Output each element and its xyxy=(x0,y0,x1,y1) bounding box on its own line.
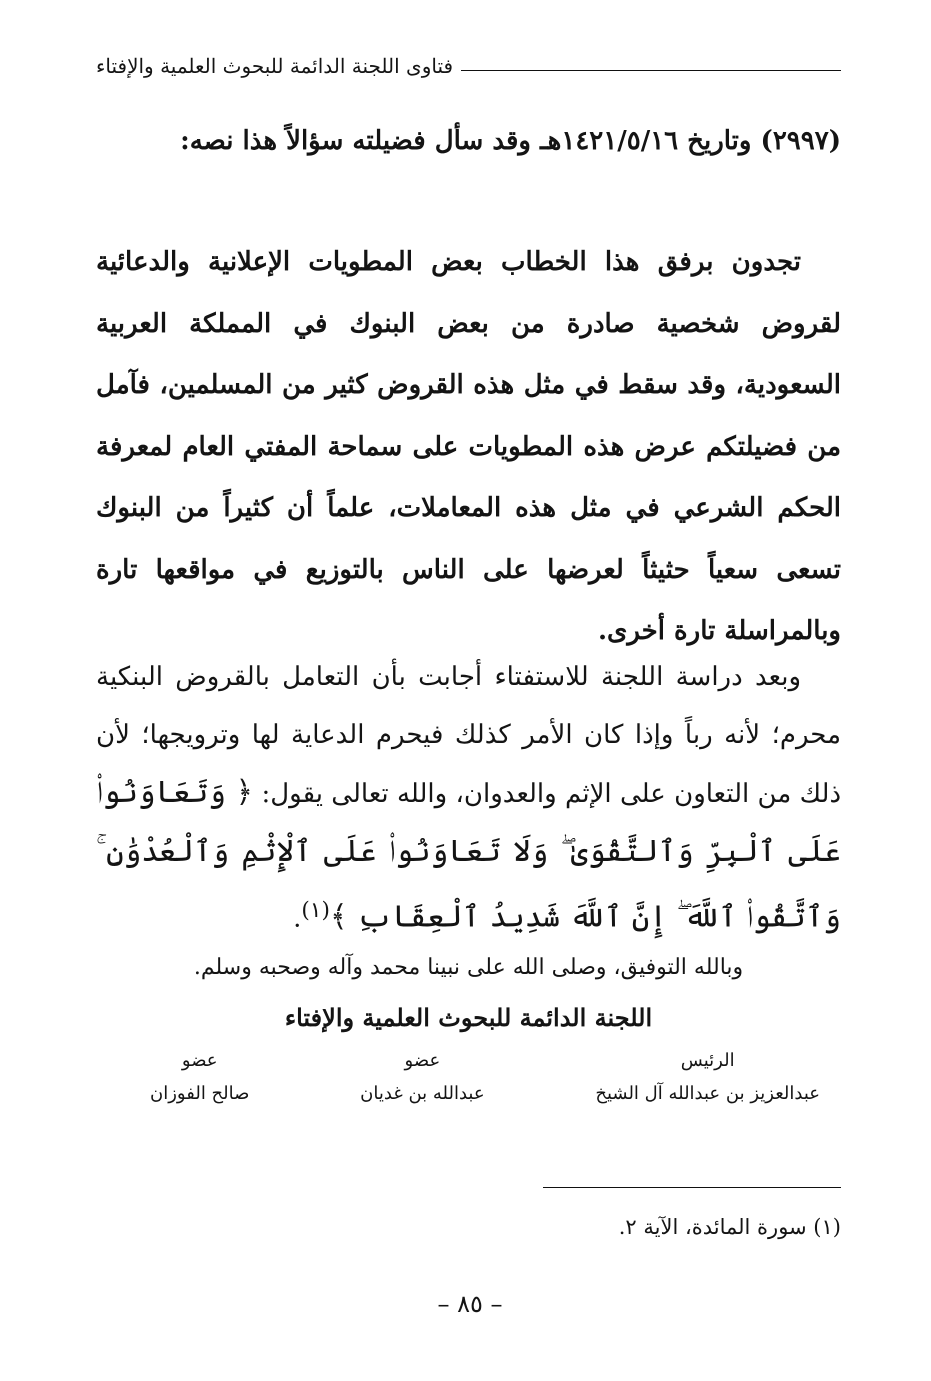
closing-line: وبالله التوفيق، وصلى الله على نبينا محمد وآله وصحبه وسلم. xyxy=(193,955,744,980)
answer-paragraph xyxy=(96,648,841,948)
header-rule xyxy=(461,70,841,71)
footnote-reference: (١) xyxy=(301,898,330,923)
quran-verse: ﴿ وَتَعَاوَنُوا۟ عَلَى ٱلْبِرِّ وَٱلتَّقْوَىٰ ۖ وَلَا تَعَاوَنُوا۟ عَلَى ٱلْإِثْمِ وَٱلْعُدْوَٰنِ ۚ وَٱتَّقُوا۟ ٱللَّهَ ۖ إِنَّ ٱللَّهَ شَدِيدُ ٱلْعِقَابِ ﴾ xyxy=(96,775,841,935)
question-intro: (٢٩٩٧) وتاريخ ١٤٢١/٥/١٦هـ وقد سأل فضيلته سؤالاً هذا نصه: xyxy=(180,126,841,156)
signatory xyxy=(360,1050,484,1104)
answer-text: وبعد دراسة اللجنة للاستفتاء أجابت بأن التعامل بالقروض البنكية محرم؛ لأنه رباً وإذا كان الأمر كذلك فيحرم الدعاية لها وترويجها؛ لأن ذلك من التعاون على الإثم والعدوان، والله تعالى يقول: xyxy=(96,662,842,809)
signatory-name: عبدالله بن غديان xyxy=(360,1083,485,1104)
signatory xyxy=(595,1050,820,1104)
signatory-name: صالح الفوزان xyxy=(150,1083,250,1104)
page-number: – ٨٥ – xyxy=(437,1290,503,1318)
footnote: (١) سورة المائدة، الآية ٢. xyxy=(618,1215,841,1239)
signatory-role: عضو xyxy=(404,1050,441,1071)
signatory xyxy=(150,1050,249,1104)
header-title: فتاوى اللجنة الدائمة للبحوث العلمية والإفتاء xyxy=(96,54,454,78)
signatory-name: عبدالعزيز بن عبدالله آل الشيخ xyxy=(595,1083,820,1104)
running-header xyxy=(96,54,841,78)
signatures xyxy=(150,1050,820,1104)
signatory-role: الرئيس xyxy=(680,1050,735,1071)
question-text: تجدون برفق هذا الخطاب بعض المطويات الإعلانية والدعائية لقروض شخصية صادرة من بعض البنوك في المملكة العربية السعودية، وقد سقط في مثل هذه القروض كثير من المسلمين، فآمل من فضيلتكم عرض هذه المطويات على سماحة المفتي العام لمعرفة الحكم الشرعي في مثل هذه المعاملات، علماً أن كثيراً من البنوك تسعى سعياً حثيثاً لعرضها على الناس بالتوزيع في مواقعها تارة وبالمراسلة تارة أخرى. xyxy=(96,247,841,646)
committee-title: اللجنة الدائمة للبحوث العلمية والإفتاء xyxy=(284,1003,653,1032)
verse-end-mark: . xyxy=(293,903,302,934)
signatory-role: عضو xyxy=(181,1050,218,1071)
footnote-rule xyxy=(543,1187,841,1188)
